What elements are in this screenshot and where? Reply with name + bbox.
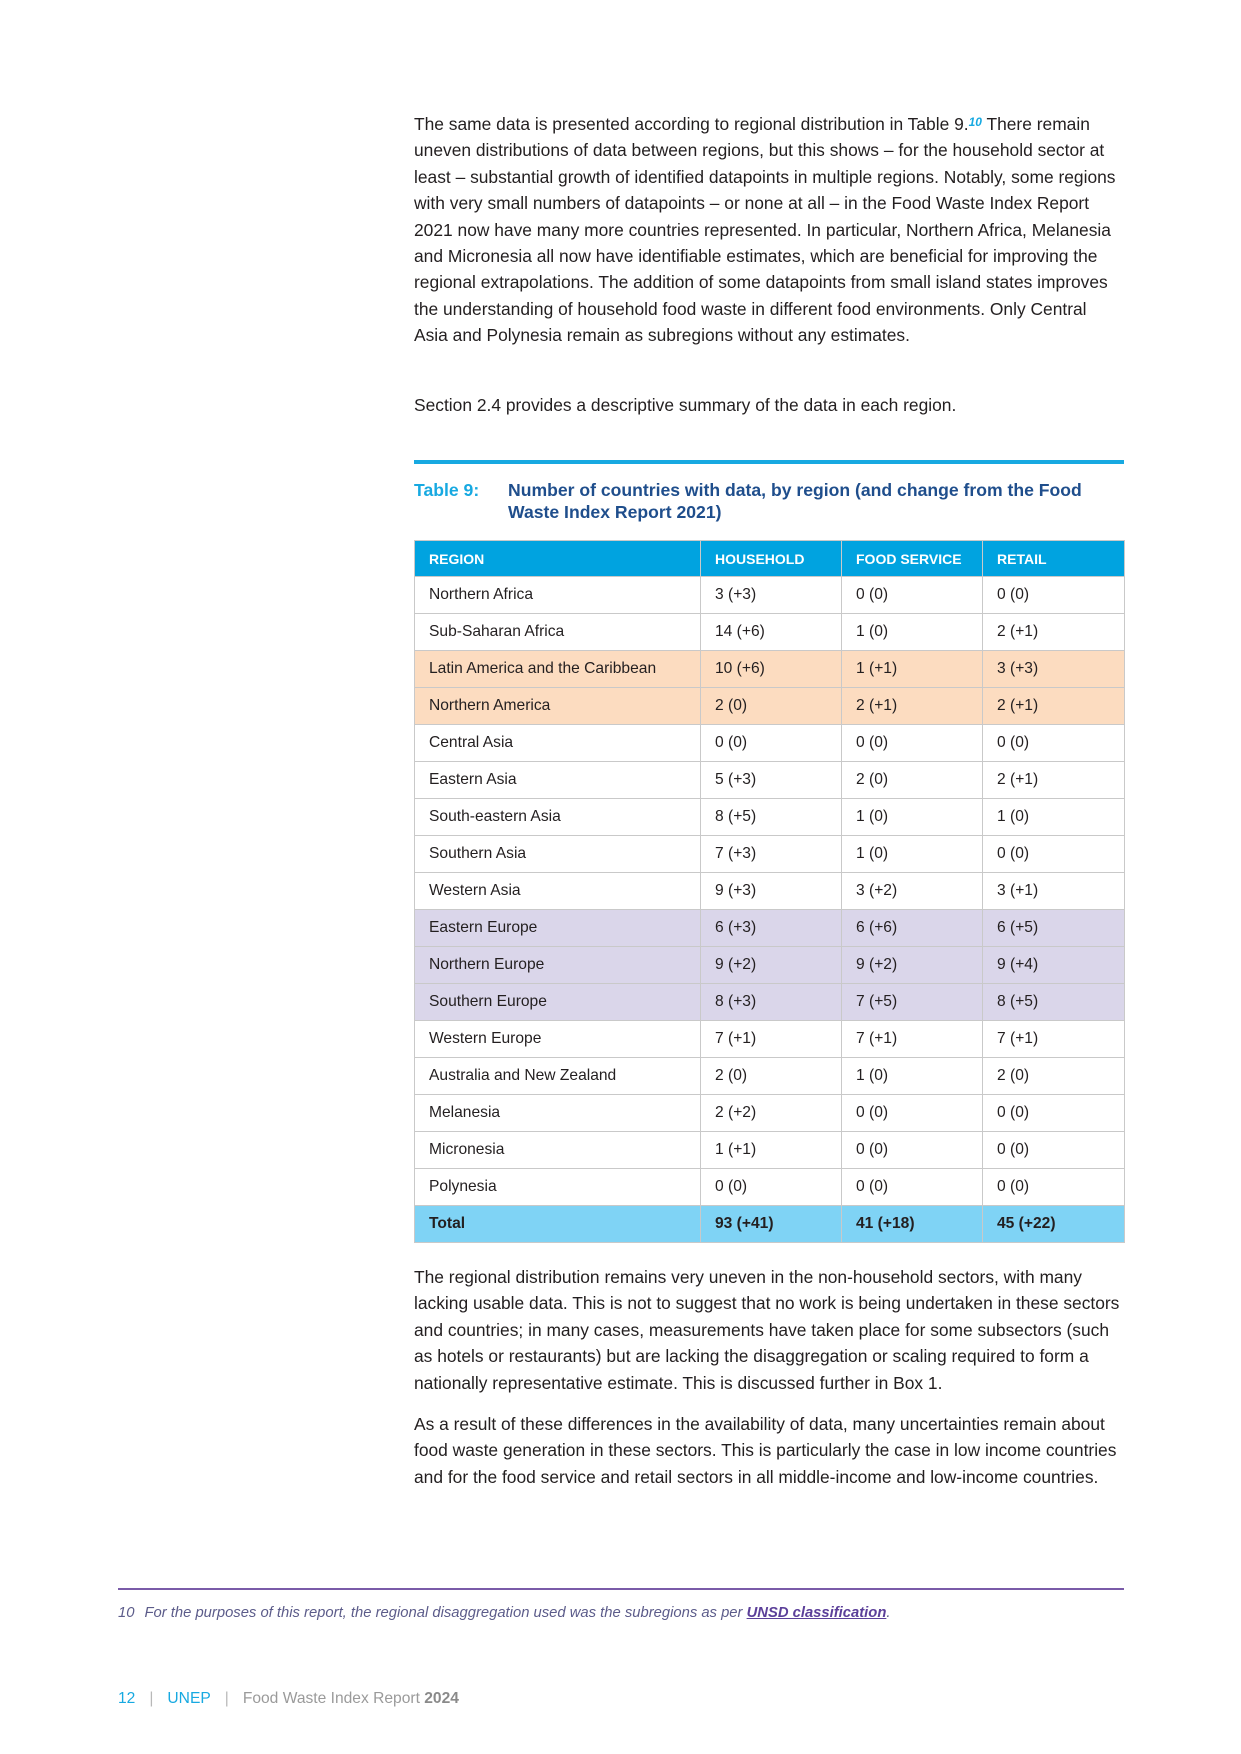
region-cell: Latin America and the Caribbean [415, 651, 701, 688]
table-row [415, 762, 1125, 799]
region-cell: Eastern Europe [415, 910, 701, 947]
table-row [415, 1021, 1125, 1058]
footnote-end: . [886, 1605, 891, 1621]
food-service-cell: 0 (0) [842, 1095, 983, 1132]
table-row [415, 910, 1125, 947]
region-cell: South-eastern Asia [415, 799, 701, 836]
household-cell: 8 (+5) [701, 799, 842, 836]
household-cell: 9 (+2) [701, 947, 842, 984]
table-header-row [415, 541, 1125, 577]
table-row [415, 984, 1125, 1021]
footnote-text: For the purposes of this report, the regional disaggregation used was the subregions as per [144, 1605, 747, 1621]
retail-cell: 2 (+1) [983, 688, 1125, 725]
food-service-cell: 3 (+2) [842, 873, 983, 910]
section-reference-paragraph: Section 2.4 provides a descriptive summary of the data in each region. [414, 395, 957, 415]
footnote-reference[interactable]: 10 [968, 115, 982, 129]
intro-text-rest: There remain uneven distributions of data between regions, but this shows – for the household sector at least – substantial growth of identified datapoints in multiple regions. Notably, some regions with very small numbers of datapoints – or none at all – in the Food Waste Index Report 2021 now have many more countries represented. In particular, Northern Africa, Melanesia and Micronesia all now have identifiable estimates, which are beneficial for improving the regional extrapolations. The addition of some datapoints from small island states improves the understanding of household food waste in different food environments. Only Central Asia and Polynesia remain as subregions without any estimates. [414, 114, 1116, 346]
food-service-cell: 7 (+1) [842, 1021, 983, 1058]
region-cell: Western Europe [415, 1021, 701, 1058]
table-row [415, 1132, 1125, 1169]
region-cell: Northern Africa [415, 577, 701, 614]
region-cell: Sub-Saharan Africa [415, 614, 701, 651]
household-cell: 8 (+3) [701, 984, 842, 1021]
region-cell: Northern America [415, 688, 701, 725]
household-cell: 2 (0) [701, 1058, 842, 1095]
region-cell: Southern Europe [415, 984, 701, 1021]
retail-cell: 8 (+5) [983, 984, 1125, 1021]
region-cell: Western Asia [415, 873, 701, 910]
table-row [415, 725, 1125, 762]
household-cell: 0 (0) [701, 1169, 842, 1206]
table-top-rule [414, 460, 1124, 464]
table-row [415, 614, 1125, 651]
total-food-service-cell: 41 (+18) [842, 1206, 983, 1243]
table-caption-label: Table 9: [414, 480, 480, 500]
col-header-region: REGION [415, 541, 701, 577]
food-service-cell: 1 (0) [842, 1058, 983, 1095]
footer-title: Food Waste Index Report [242, 1690, 425, 1707]
footer-year: 2024 [424, 1690, 459, 1707]
col-header-household: HOUSEHOLD [701, 541, 842, 577]
food-service-cell: 1 (+1) [842, 651, 983, 688]
table-caption-text: Number of countries with data, by region (and change from the Food Waste Index Report 2021) [508, 480, 1082, 522]
table-row [415, 873, 1125, 910]
uncertainty-paragraph: As a result of these differences in the availability of data, many uncertainties remain about food waste generation in these sectors. This is particularly the case in low income countries and for the food service and retail sectors in all middle-income and low-income countries. [414, 1414, 1117, 1487]
food-service-cell: 0 (0) [842, 1169, 983, 1206]
table-row [415, 836, 1125, 873]
food-service-cell: 0 (0) [842, 725, 983, 762]
retail-cell: 7 (+1) [983, 1021, 1125, 1058]
food-service-cell: 2 (0) [842, 762, 983, 799]
footer-separator: | [149, 1690, 154, 1707]
table-row [415, 688, 1125, 725]
footnote-divider [118, 1588, 1124, 1590]
household-cell: 9 (+3) [701, 873, 842, 910]
household-cell: 7 (+1) [701, 1021, 842, 1058]
intro-text-start: The same data is presented according to regional distribution in Table 9. [414, 114, 969, 134]
footnote [118, 1605, 1124, 1621]
table-row [415, 651, 1125, 688]
page-number: 12 [118, 1690, 136, 1707]
retail-cell: 0 (0) [983, 836, 1125, 873]
total-household-cell: 93 (+41) [701, 1206, 842, 1243]
household-cell: 0 (0) [701, 725, 842, 762]
household-cell: 1 (+1) [701, 1132, 842, 1169]
table-row [415, 577, 1125, 614]
page-footer [118, 1690, 459, 1708]
footnote-number: 10 [118, 1605, 135, 1621]
table-row [415, 1169, 1125, 1206]
retail-cell: 2 (+1) [983, 762, 1125, 799]
household-cell: 2 (0) [701, 688, 842, 725]
retail-cell: 9 (+4) [983, 947, 1125, 984]
total-retail-cell: 45 (+22) [983, 1206, 1125, 1243]
intro-paragraph [414, 111, 1124, 349]
region-cell: Central Asia [415, 725, 701, 762]
household-cell: 6 (+3) [701, 910, 842, 947]
retail-cell: 1 (0) [983, 799, 1125, 836]
region-cell: Melanesia [415, 1095, 701, 1132]
table-row [415, 1058, 1125, 1095]
table-row [415, 799, 1125, 836]
food-service-cell: 6 (+6) [842, 910, 983, 947]
retail-cell: 2 (0) [983, 1058, 1125, 1095]
retail-cell: 0 (0) [983, 1169, 1125, 1206]
footer-separator: | [224, 1690, 229, 1707]
household-cell: 5 (+3) [701, 762, 842, 799]
household-cell: 14 (+6) [701, 614, 842, 651]
retail-cell: 3 (+1) [983, 873, 1125, 910]
retail-cell: 3 (+3) [983, 651, 1125, 688]
table-row [415, 947, 1125, 984]
food-service-cell: 2 (+1) [842, 688, 983, 725]
food-service-cell: 1 (0) [842, 836, 983, 873]
household-cell: 10 (+6) [701, 651, 842, 688]
food-service-cell: 7 (+5) [842, 984, 983, 1021]
retail-cell: 0 (0) [983, 1132, 1125, 1169]
table-caption [414, 479, 1124, 523]
table-total-row [415, 1206, 1125, 1243]
food-service-cell: 0 (0) [842, 1132, 983, 1169]
region-data-table [414, 540, 1125, 1243]
region-cell: Northern Europe [415, 947, 701, 984]
region-cell: Eastern Asia [415, 762, 701, 799]
table-header-block [414, 460, 1124, 523]
food-service-cell: 9 (+2) [842, 947, 983, 984]
total-label-cell: Total [415, 1206, 701, 1243]
food-service-cell: 0 (0) [842, 577, 983, 614]
non-household-paragraph: The regional distribution remains very uneven in the non-household sectors, with many lacking usable data. This is not to suggest that no work is being undertaken in these sectors and countries; in many cases, measurements have taken place for some subsectors (such as hotels or restaurants) but are lacking the disaggregation or scaling required to form a nationally representative estimate. This is discussed further in Box 1. [414, 1267, 1120, 1393]
retail-cell: 0 (0) [983, 725, 1125, 762]
food-service-cell: 1 (0) [842, 614, 983, 651]
household-cell: 2 (+2) [701, 1095, 842, 1132]
table-row [415, 1095, 1125, 1132]
col-header-retail: RETAIL [983, 541, 1125, 577]
retail-cell: 2 (+1) [983, 614, 1125, 651]
col-header-food-service: FOOD SERVICE [842, 541, 983, 577]
region-cell: Micronesia [415, 1132, 701, 1169]
retail-cell: 0 (0) [983, 1095, 1125, 1132]
footer-org: UNEP [167, 1690, 211, 1707]
unsd-classification-link[interactable]: UNSD classification [746, 1605, 887, 1621]
retail-cell: 0 (0) [983, 577, 1125, 614]
household-cell: 3 (+3) [701, 577, 842, 614]
region-cell: Polynesia [415, 1169, 701, 1206]
retail-cell: 6 (+5) [983, 910, 1125, 947]
household-cell: 7 (+3) [701, 836, 842, 873]
food-service-cell: 1 (0) [842, 799, 983, 836]
region-cell: Southern Asia [415, 836, 701, 873]
region-cell: Australia and New Zealand [415, 1058, 701, 1095]
